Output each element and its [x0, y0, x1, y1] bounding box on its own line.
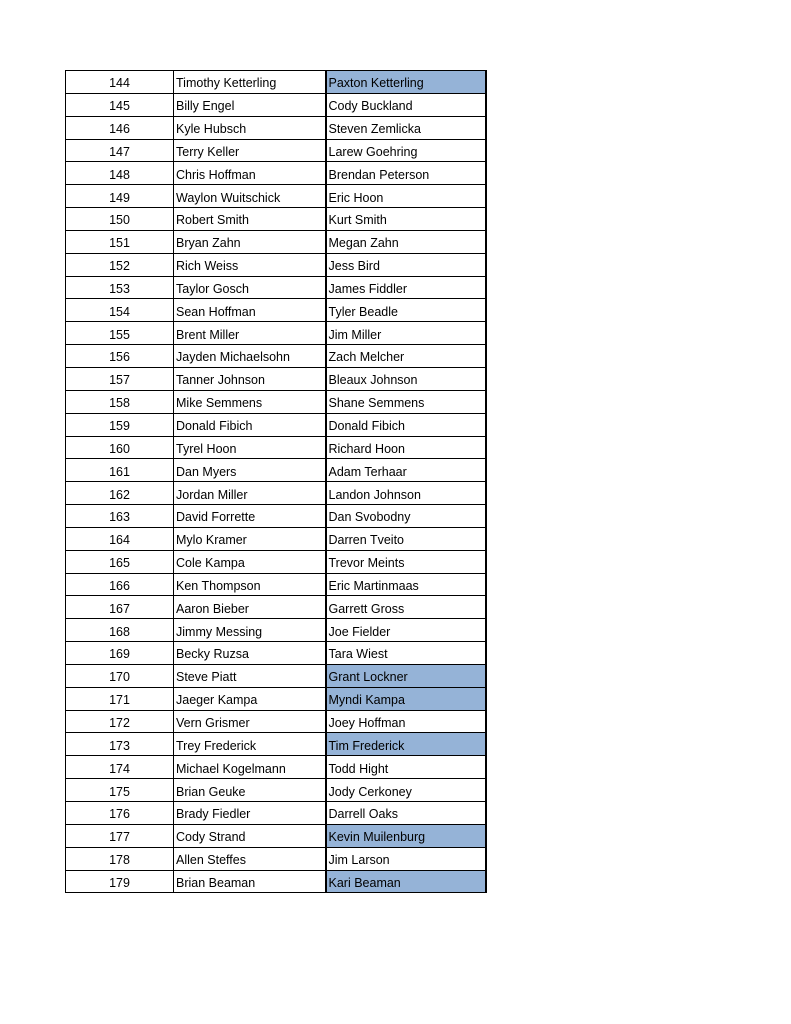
- entry-number-cell: 154: [66, 299, 174, 322]
- entry-number-cell: 146: [66, 116, 174, 139]
- second-name-cell: Kari Beaman: [326, 870, 486, 893]
- table-row: [66, 116, 486, 139]
- first-name-cell: David Forrette: [174, 505, 326, 528]
- second-name-cell: Megan Zahn: [326, 230, 486, 253]
- first-name-cell: Timothy Ketterling: [174, 71, 326, 94]
- entry-number-cell: 151: [66, 230, 174, 253]
- entry-number-cell: 148: [66, 162, 174, 185]
- table-row: [66, 71, 486, 94]
- second-name-cell: Bleaux Johnson: [326, 367, 486, 390]
- table-row: [66, 733, 486, 756]
- second-name-cell: Darren Tveito: [326, 527, 486, 550]
- table-row: [66, 390, 486, 413]
- entry-number-cell: 176: [66, 802, 174, 825]
- entry-number-cell: 162: [66, 482, 174, 505]
- table-row: [66, 847, 486, 870]
- first-name-cell: Brian Geuke: [174, 779, 326, 802]
- second-name-cell: Steven Zemlicka: [326, 116, 486, 139]
- first-name-cell: Jayden Michaelsohn: [174, 345, 326, 368]
- entry-number-cell: 160: [66, 436, 174, 459]
- first-name-cell: Brady Fiedler: [174, 802, 326, 825]
- second-name-cell: Jess Bird: [326, 253, 486, 276]
- table-row: [66, 505, 486, 528]
- first-name-cell: Allen Steffes: [174, 847, 326, 870]
- entry-number-cell: 171: [66, 687, 174, 710]
- entry-number-cell: 158: [66, 390, 174, 413]
- entry-number-cell: 179: [66, 870, 174, 893]
- first-name-cell: Jordan Miller: [174, 482, 326, 505]
- second-name-cell: Zach Melcher: [326, 345, 486, 368]
- first-name-cell: Jimmy Messing: [174, 619, 326, 642]
- table-row: [66, 276, 486, 299]
- second-name-cell: Tim Frederick: [326, 733, 486, 756]
- second-name-cell: Landon Johnson: [326, 482, 486, 505]
- second-name-cell: Darrell Oaks: [326, 802, 486, 825]
- second-name-cell: Larew Goehring: [326, 139, 486, 162]
- first-name-cell: Tyrel Hoon: [174, 436, 326, 459]
- entry-number-cell: 150: [66, 208, 174, 231]
- first-name-cell: Becky Ruzsa: [174, 642, 326, 665]
- first-name-cell: Chris Hoffman: [174, 162, 326, 185]
- entry-number-cell: 152: [66, 253, 174, 276]
- second-name-cell: Jim Larson: [326, 847, 486, 870]
- entry-number-cell: 155: [66, 322, 174, 345]
- table-row: [66, 253, 486, 276]
- roster-table: [65, 70, 487, 893]
- second-name-cell: Shane Semmens: [326, 390, 486, 413]
- table-row: [66, 779, 486, 802]
- first-name-cell: Aaron Bieber: [174, 596, 326, 619]
- entry-number-cell: 144: [66, 71, 174, 94]
- table-row: [66, 93, 486, 116]
- second-name-cell: Jody Cerkoney: [326, 779, 486, 802]
- second-name-cell: Eric Hoon: [326, 185, 486, 208]
- first-name-cell: Steve Piatt: [174, 664, 326, 687]
- entry-number-cell: 168: [66, 619, 174, 642]
- first-name-cell: Cole Kampa: [174, 550, 326, 573]
- entry-number-cell: 156: [66, 345, 174, 368]
- first-name-cell: Robert Smith: [174, 208, 326, 231]
- entry-number-cell: 147: [66, 139, 174, 162]
- second-name-cell: Eric Martinmaas: [326, 573, 486, 596]
- second-name-cell: Richard Hoon: [326, 436, 486, 459]
- entry-number-cell: 175: [66, 779, 174, 802]
- entry-number-cell: 173: [66, 733, 174, 756]
- second-name-cell: Brendan Peterson: [326, 162, 486, 185]
- entry-number-cell: 169: [66, 642, 174, 665]
- entry-number-cell: 167: [66, 596, 174, 619]
- second-name-cell: Tyler Beadle: [326, 299, 486, 322]
- second-name-cell: Kevin Muilenburg: [326, 824, 486, 847]
- second-name-cell: James Fiddler: [326, 276, 486, 299]
- first-name-cell: Sean Hoffman: [174, 299, 326, 322]
- entry-number-cell: 161: [66, 459, 174, 482]
- second-name-cell: Kurt Smith: [326, 208, 486, 231]
- table-row: [66, 596, 486, 619]
- table-row: [66, 436, 486, 459]
- first-name-cell: Ken Thompson: [174, 573, 326, 596]
- first-name-cell: Donald Fibich: [174, 413, 326, 436]
- first-name-cell: Cody Strand: [174, 824, 326, 847]
- first-name-cell: Terry Keller: [174, 139, 326, 162]
- second-name-cell: Grant Lockner: [326, 664, 486, 687]
- entry-number-cell: 163: [66, 505, 174, 528]
- table-row: [66, 824, 486, 847]
- first-name-cell: Michael Kogelmann: [174, 756, 326, 779]
- table-row: [66, 230, 486, 253]
- entry-number-cell: 149: [66, 185, 174, 208]
- table-row: [66, 367, 486, 390]
- table-row: [66, 664, 486, 687]
- first-name-cell: Kyle Hubsch: [174, 116, 326, 139]
- entry-number-cell: 166: [66, 573, 174, 596]
- entry-number-cell: 174: [66, 756, 174, 779]
- second-name-cell: Tara Wiest: [326, 642, 486, 665]
- second-name-cell: Trevor Meints: [326, 550, 486, 573]
- first-name-cell: Jaeger Kampa: [174, 687, 326, 710]
- entry-number-cell: 145: [66, 93, 174, 116]
- table-row: [66, 459, 486, 482]
- second-name-cell: Paxton Ketterling: [326, 71, 486, 94]
- table-row: [66, 710, 486, 733]
- second-name-cell: Jim Miller: [326, 322, 486, 345]
- first-name-cell: Vern Grismer: [174, 710, 326, 733]
- entry-number-cell: 170: [66, 664, 174, 687]
- table-row: [66, 299, 486, 322]
- table-row: [66, 322, 486, 345]
- first-name-cell: Tanner Johnson: [174, 367, 326, 390]
- second-name-cell: Garrett Gross: [326, 596, 486, 619]
- entry-number-cell: 159: [66, 413, 174, 436]
- table-row: [66, 619, 486, 642]
- second-name-cell: Todd Hight: [326, 756, 486, 779]
- entry-number-cell: 157: [66, 367, 174, 390]
- second-name-cell: Adam Terhaar: [326, 459, 486, 482]
- table-row: [66, 802, 486, 825]
- roster-body: [66, 71, 486, 893]
- first-name-cell: Rich Weiss: [174, 253, 326, 276]
- second-name-cell: Joe Fielder: [326, 619, 486, 642]
- entry-number-cell: 165: [66, 550, 174, 573]
- second-name-cell: Myndi Kampa: [326, 687, 486, 710]
- first-name-cell: Billy Engel: [174, 93, 326, 116]
- second-name-cell: Cody Buckland: [326, 93, 486, 116]
- second-name-cell: Dan Svobodny: [326, 505, 486, 528]
- entry-number-cell: 153: [66, 276, 174, 299]
- entry-number-cell: 164: [66, 527, 174, 550]
- table-row: [66, 413, 486, 436]
- table-row: [66, 162, 486, 185]
- entry-number-cell: 178: [66, 847, 174, 870]
- table-row: [66, 185, 486, 208]
- second-name-cell: Joey Hoffman: [326, 710, 486, 733]
- table-row: [66, 482, 486, 505]
- table-row: [66, 527, 486, 550]
- table-row: [66, 687, 486, 710]
- first-name-cell: Bryan Zahn: [174, 230, 326, 253]
- first-name-cell: Dan Myers: [174, 459, 326, 482]
- table-row: [66, 756, 486, 779]
- table-row: [66, 345, 486, 368]
- first-name-cell: Brent Miller: [174, 322, 326, 345]
- table-row: [66, 573, 486, 596]
- first-name-cell: Mike Semmens: [174, 390, 326, 413]
- first-name-cell: Mylo Kramer: [174, 527, 326, 550]
- first-name-cell: Brian Beaman: [174, 870, 326, 893]
- first-name-cell: Trey Frederick: [174, 733, 326, 756]
- table-row: [66, 550, 486, 573]
- table-row: [66, 139, 486, 162]
- table-row: [66, 208, 486, 231]
- entry-number-cell: 172: [66, 710, 174, 733]
- second-name-cell: Donald Fibich: [326, 413, 486, 436]
- first-name-cell: Taylor Gosch: [174, 276, 326, 299]
- entry-number-cell: 177: [66, 824, 174, 847]
- first-name-cell: Waylon Wuitschick: [174, 185, 326, 208]
- table-row: [66, 642, 486, 665]
- table-row: [66, 870, 486, 893]
